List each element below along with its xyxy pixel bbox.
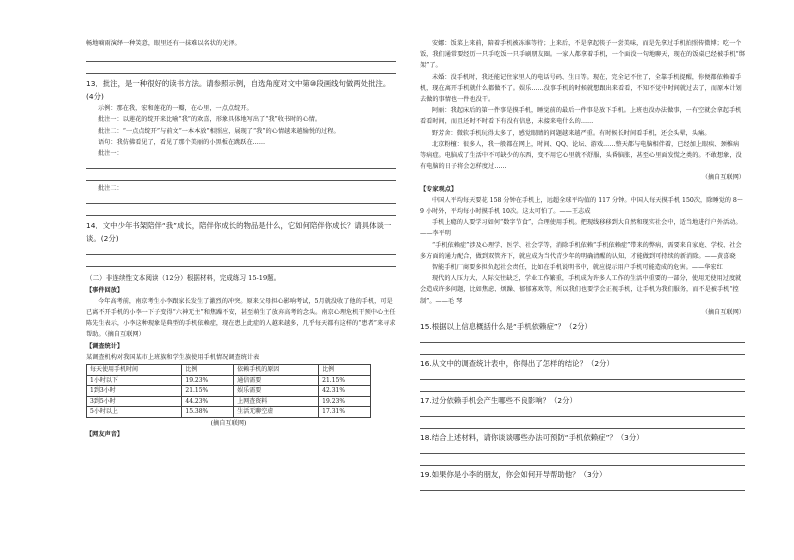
netizen-comment-4: 野芳舍：微软手机玩得太多了，感觉眼睛的问题越来越严重。有时候长时间看手机，还会头晕，头痛。 [432, 129, 711, 137]
answer-line[interactable] [420, 419, 745, 429]
answer-line[interactable] [86, 245, 396, 255]
netizen-comment-5: 北京粉檀：很多人，我一般都在网上，时间、QQ、论坛、游戏……整天都与电脑相伴着，已经加上眼疾、颈椎病等病症。电脑成了生活中不可缺少的东西，变不用它心里就不舒服，头昏脑胀，甚至心里面发慌之类的。不敢想象，没有电脑的日子将会怎样度过…… [420, 140, 742, 171]
table-cell: 17.31% [319, 407, 371, 418]
table-row [87, 386, 371, 397]
answer-line[interactable] [420, 345, 745, 355]
table-header: 比例 [182, 365, 234, 376]
table-caption: 某调查机构对我国某市上班族和学生族使用手机情况调查统计表 [86, 353, 260, 361]
table-header-row [87, 365, 371, 376]
answer-line [86, 64, 396, 74]
netizen-heading: 【网友声音】 [86, 431, 124, 439]
section-2-title: （二）非连续性文本阅读（12分）根据材料，完成练习 15-19题。 [86, 274, 281, 283]
event-heading: 【事件回放】 [86, 286, 124, 294]
answer-line[interactable] [86, 171, 396, 181]
table-cell: 通信需要 [234, 375, 319, 386]
answer-line[interactable] [86, 159, 396, 169]
table-header: 依赖手机的原因 [234, 365, 319, 376]
question-16: 16.从文中的调查统计表中，你得出了怎样的结论？（2分） [420, 359, 614, 369]
q13-blank-2-label: 批注二： [98, 185, 123, 193]
expert-view-2: 手机上瘾的人要学习如何“数字节食”，合理使用手机。把现线移移到大自然和现实社会中，适当地进行户外活动。——李平明 [420, 219, 742, 238]
table-row [87, 396, 371, 407]
table-cell: 上网查资料 [234, 396, 319, 407]
table-cell: 娱乐需要 [234, 386, 319, 397]
q13-annotation-1: 批注一：以莲花的绽开来比喻“我”的欢喜，形象具体地写出了“我”收书时的心情。 [98, 116, 322, 124]
answer-line[interactable] [420, 370, 745, 380]
question-18: 18.结合上述材料，请你谈谈哪些办法可预防“手机依赖症”？（3分） [420, 433, 644, 443]
intro-tail: 畅地嘀雨演绎一种笑意，眼里还有一抹难以名状的光泽。 [86, 40, 241, 47]
answer-line[interactable] [86, 206, 396, 216]
question-15: 15.根据以上信息概括什么是“手机依赖症”？（2分） [420, 322, 592, 332]
answer-line[interactable] [420, 481, 745, 491]
answer-line[interactable] [86, 194, 396, 204]
survey-heading: 【调查统计】 [86, 342, 124, 350]
source-note: （摘自互联网） [701, 174, 745, 182]
table-cell: 21.15% [182, 386, 234, 397]
q13-blank-1-label: 批注一： [98, 150, 123, 158]
answer-line[interactable] [420, 407, 745, 417]
source-note: （摘自互联网） [701, 308, 745, 316]
q13-annotation-2: 批注二：“一点点绽开”与前文“一本本放”相照应，展现了“我”的心情越来越愉悦的过程。 [98, 127, 340, 135]
answer-line[interactable] [420, 456, 745, 466]
table-cell: 21.15% [319, 375, 371, 386]
table-cell: 19.23% [182, 375, 234, 386]
answer-line[interactable] [420, 444, 745, 454]
netizen-comment-3: 阿丽：我起床后的第一件事是摸手机，睡觉前的最后一件事是放下手机。上班也没办法做事，一有空就会拿起手机看看时间，而且还时不时看下有没有信息，未接来电什么的…… [420, 107, 742, 126]
table-cell: 44.23% [182, 396, 234, 407]
answer-line[interactable] [420, 333, 745, 343]
netizen-comment-1: 安娜：饭菜上来前，陪着手机被冻谁等待；上来后，不是拿起筷子一尝美味，而是先拿过手机拍照传微博；吃一个饭，我们通常要经历一只手吃饭一只手刷朋友圈。一家人都拿着手机，一个面没一句地聊天，现在的饭桌已经被手机“绑架”了。 [420, 40, 745, 70]
table-cell: 15.38% [182, 407, 234, 418]
question-14: 14．文中少年书架陪伴“我”成长，陪伴你成长的物品是什么，它如何陪伴你成长？请具体谈一谈。(2分) [86, 221, 392, 244]
table-row [87, 375, 371, 386]
table-cell: 1小时以下 [87, 375, 182, 386]
table-cell: 1到3小时 [87, 386, 182, 397]
q13-quote: 语句：我仿佛看见了，看见了那个美丽的小黑板在跳跃在…… [98, 138, 266, 146]
table-cell: 5小时以上 [87, 407, 182, 418]
expert-view-4: 智能手机厂商要多担负起社会责任，比如在手机说明书中，就应提示用户手机可能造成的危害。——华宏红 [432, 264, 723, 272]
table-cell: 3到5小时 [87, 396, 182, 407]
expert-view-1: 中国人平均每天要花 158 分钟在手机上，远超全球平均值的 117 分钟。中国人每天摸手机 150次，除睡觉的 8～9 小时外，平均每小时摸手机 10次。这太可怕了。——王志成 [420, 196, 744, 216]
netizen-comment-2: 未婚：没手机时，我还能记住家里人的电话号码、生日等。现在，完全记不住了，全靠手机提醒，你便都依赖着手机，现在离开手机就什么都做不了。娱乐……没事手机的时候就想跟出来看看，不知不觉中时间就过去了，而原本计划去做的事情也一件也没干。 [420, 73, 742, 104]
expert-view-3: “手机依赖症”涉及心理学、医学、社会学等，消除手机依赖“手机依赖症”带来的弊病，需要来自家庭、学校、社会多方面的通力配合，做到双管齐下，就应成为当代青少年的明确清醒的认知，才能做到可持续的新消除。——黄喜晓 [420, 241, 742, 260]
event-text: 今年高考前，南京考生小李跟家长发生了激烈的冲突。原来父母担心影响考试，5月就没收了他的手机，可是已离不开手机的小李一下子变得“六神无主”和焦躁不安，甚至萌生了放弃高考的念头。南京心理危机干预中心主任陈先生表示，小李这种现象是典型的手机依赖症，现在患上此症的人越来越多，几乎每天都有这样的“患者”来寻求帮助。（摘自互联网） [86, 297, 396, 339]
answer-line[interactable] [420, 382, 745, 392]
left-column [86, 38, 396, 440]
question-19: 19.如果你是小李的朋友，你会如何开导帮助他？（3分） [420, 470, 607, 480]
table-header: 每天使用手机时间 [87, 365, 182, 376]
table-cell: 42.31% [319, 386, 371, 397]
table-header: 比例 [319, 365, 371, 376]
table-cell: 19.23% [319, 396, 371, 407]
table-source: (摘自互联网) [210, 420, 247, 428]
answer-line[interactable] [86, 257, 396, 267]
question-13: 13．批注，是一种很好的读书方法。请参照示例，自选角度对文中第⑩段画线句做两处批注。(4分) [86, 79, 391, 102]
survey-table [86, 364, 371, 418]
right-column [420, 38, 745, 493]
table-cell: 生活无聊空虚 [234, 407, 319, 418]
question-17: 17.过分依赖手机会产生哪些不良影响？（2分） [420, 396, 577, 406]
answer-line [86, 52, 396, 62]
expert-view-5: 现代的人压力大，人际交往缺乏，学业工作繁重，手机成为许多人工作的生活中重要的一部分，使用无使用过度就会造成许多问题，比如焦虑、烦躁、郁郁寡欢等，所以我们也要学会正视手机，让手机为我们服务，而不是被手机“控制”。——毛 琴 [420, 275, 742, 305]
q13-example: 示例：那在我，宏和莲花的一瓣，在心里，一点点绽开。 [98, 105, 253, 113]
expert-heading: 【专家观点】 [420, 185, 458, 193]
table-row [87, 407, 371, 418]
